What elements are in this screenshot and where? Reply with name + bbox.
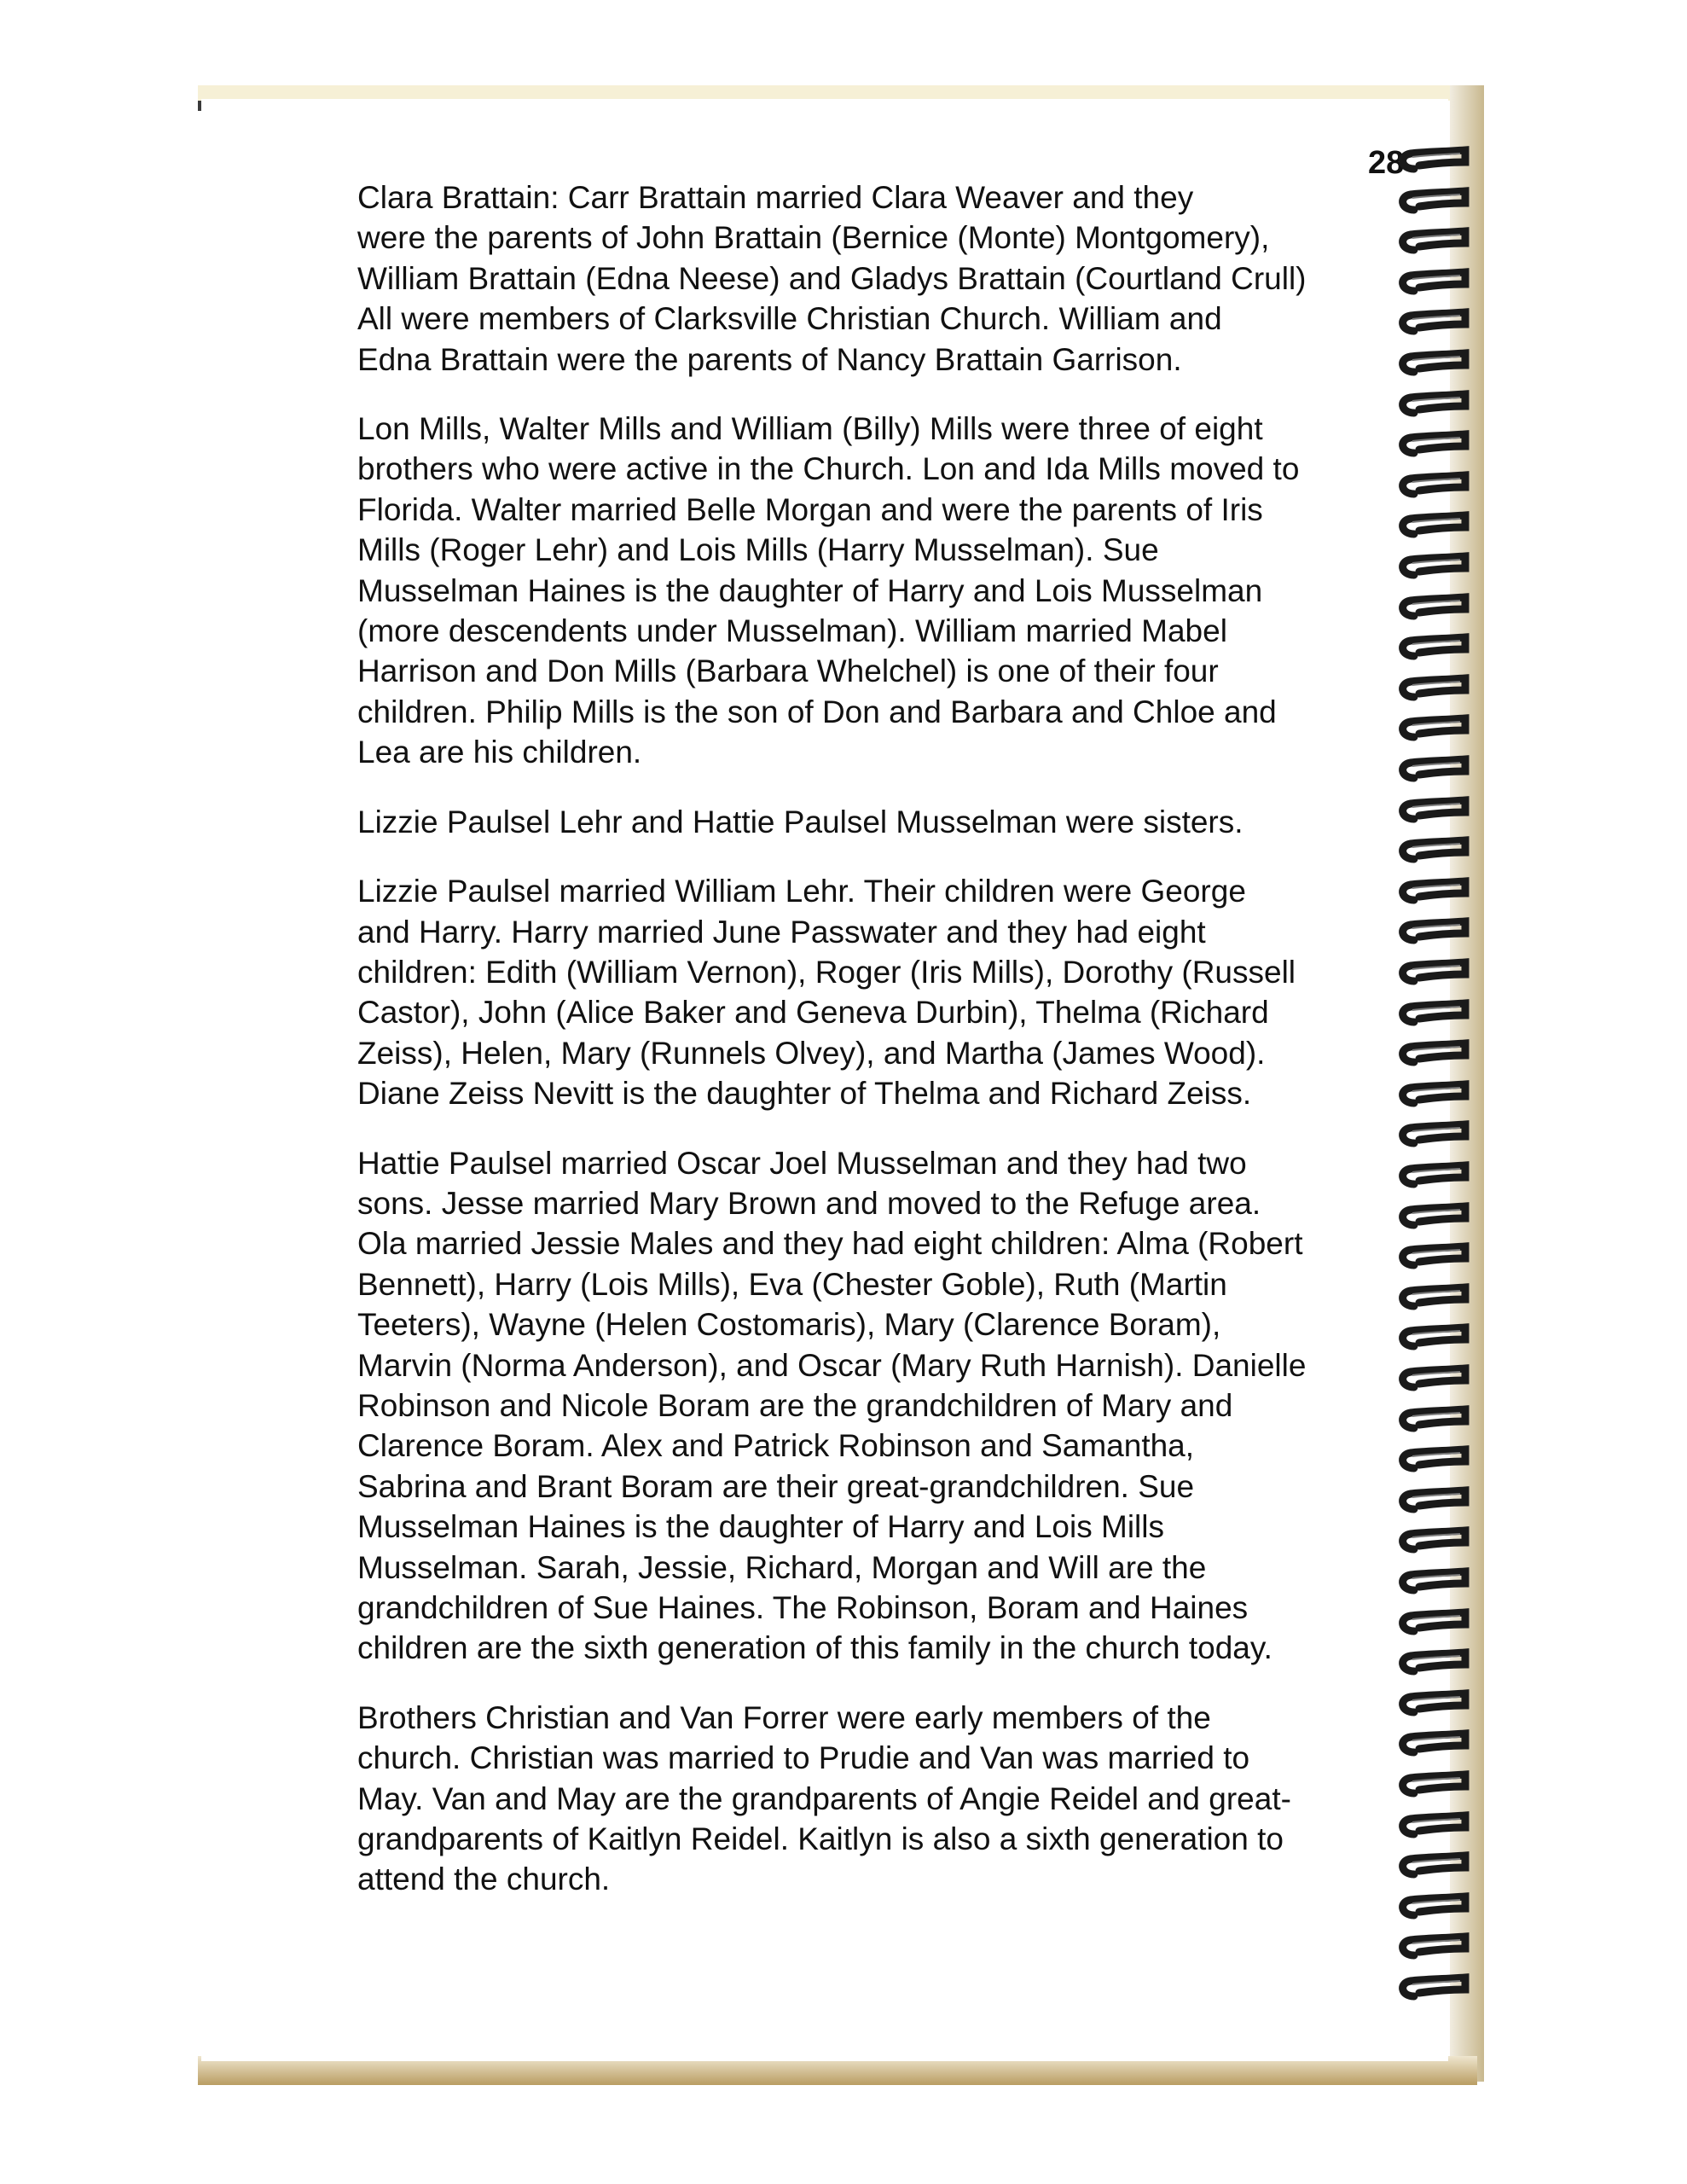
spiral-coil-icon	[1382, 1077, 1475, 1117]
spiral-coil-icon	[1382, 1159, 1475, 1198]
spiral-coil-icon	[1382, 1281, 1475, 1320]
spiral-coil-icon	[1382, 184, 1475, 224]
spiral-coil-icon	[1382, 1930, 1475, 1969]
spiral-coil-icon	[1382, 956, 1475, 995]
spiral-coil-icon	[1382, 752, 1475, 792]
page-number: 28	[1368, 145, 1405, 181]
spiral-coil-icon	[1382, 1768, 1475, 1807]
spiral-coil-icon	[1382, 712, 1475, 751]
spiral-coil-icon	[1382, 1971, 1475, 2010]
paragraph-forrer: Brothers Christian and Van Forrer were early members of the church. Christian was married to Prudie and Van was married to May. Van and May are the grandparents of Angie Reidel and great- grandparents of Kaitlyn Reidel. Kaitlyn is also a sixth generation to attend the church.	[357, 1699, 1291, 1897]
spiral-coil-icon	[1382, 1565, 1475, 1604]
spiral-coil-icon	[1382, 265, 1475, 305]
spiral-coil-icon	[1382, 590, 1475, 630]
spiral-coil-icon	[1382, 1118, 1475, 1157]
spiral-coil-icon	[1382, 1727, 1475, 1766]
spiral-binding-icon	[1382, 143, 1484, 2046]
spiral-coil-icon	[1382, 305, 1475, 345]
spiral-coil-icon	[1382, 915, 1475, 954]
paragraph-paulsel-sisters: Lizzie Paulsel Lehr and Hattie Paulsel Musselman were sisters.	[357, 804, 1244, 839]
spiral-coil-icon	[1382, 1646, 1475, 1685]
spiral-coil-icon	[1382, 1362, 1475, 1401]
paragraph-brattain: Clara Brattain: Carr Brattain married Clara Weaver and they were the parents of John Brattain (Bernice (Monte) Montgomery), William Brattain (Edna Neese) and Gladys Brattain (Courtland Crull) All were members of Clarksville Christian Church. William and Edna Brattain were the parents of Nancy Brattain Garrison.	[357, 180, 1307, 377]
spiral-coil-icon	[1382, 996, 1475, 1036]
spiral-coil-icon	[1382, 508, 1475, 548]
spiral-coil-icon	[1382, 387, 1475, 427]
spiral-coil-icon	[1382, 1484, 1475, 1523]
paragraph-mills: Lon Mills, Walter Mills and William (Billy) Mills were three of eight brothers who were active in the Church. Lon and Ida Mills moved to Florida. Walter married Belle Morgan and were the parents of Iris Mills (Roger Lehr) and Lois Mills (Harry Musselman). Sue Musselman Haines is the daughter of Harry and Lois Musselman (more descendents under Musselman). William married Mabel Harrison and Don Mills (Barbara Whelchel) is one of their four children. Philip Mills is the son of Don and Barbara and Chloe and Lea are his children.	[357, 411, 1300, 770]
spiral-coil-icon	[1382, 427, 1475, 467]
paragraph-musselman: Hattie Paulsel married Oscar Joel Musselman and they had two sons. Jesse married Mary Brown and moved to the Refuge area. Ola married Jessie Males and they had eight children: Alma (Robert Bennett), Harry (Lois Mills), Eva (Chester Goble), Ruth (Martin Teeters), Wayne (Helen Costomaris), Mary (Clarence Boram), Marvin (Norma Anderson), and Oscar (Mary Ruth Harnish). Danielle Robinson and Nicole Boram are the grandchildren of Mary and Clarence Boram. Alex and Patrick Robinson and Samantha, Sabrina and Brant Boram are their great-grandchildren. Sue Musselman Haines is the daughter of Harry and Lois Mills Musselman. Sarah, Jessie, Richard, Morgan and Will are the grandchildren of Sue Haines. The Robinson, Boram and Haines children are the sixth generation of this family in the church today.	[357, 1145, 1307, 1666]
spiral-coil-icon	[1382, 549, 1475, 589]
spiral-coil-icon	[1382, 671, 1475, 711]
spiral-coil-icon	[1382, 874, 1475, 914]
spiral-coil-icon	[1382, 468, 1475, 508]
spiral-coil-icon	[1382, 793, 1475, 833]
spiral-coil-icon	[1382, 1403, 1475, 1442]
spiral-coil-icon	[1382, 1606, 1475, 1645]
spiral-coil-icon	[1382, 834, 1475, 873]
spiral-coil-icon	[1382, 1443, 1475, 1482]
spiral-coil-icon	[1382, 1524, 1475, 1563]
spiral-coil-icon	[1382, 1199, 1475, 1239]
spiral-coil-icon	[1382, 1240, 1475, 1279]
spiral-coil-icon	[1382, 1809, 1475, 1848]
spiral-coil-icon	[1382, 1037, 1475, 1076]
spiral-coil-icon	[1382, 1321, 1475, 1360]
spiral-coil-icon	[1382, 224, 1475, 264]
spiral-coil-icon	[1382, 1890, 1475, 1929]
spiral-coil-icon	[1382, 1849, 1475, 1888]
spiral-coil-icon	[1382, 630, 1475, 670]
spiral-coil-icon	[1382, 346, 1475, 386]
page-body	[357, 177, 1406, 1929]
spiral-coil-icon	[1382, 1687, 1475, 1726]
spiral-coil-icon	[1382, 143, 1475, 183]
paragraph-lehr: Lizzie Paulsel married William Lehr. Their children were George and Harry. Harry married June Passwater and they had eight children: Edith (William Vernon), Roger (Iris Mills), Dorothy (Russell Castor), John (Alice Baker and Geneva Durbin), Thelma (Richard Zeiss), Helen, Mary (Runnels Olvey), and Martha (James Wood). Diane Zeiss Nevitt is the daughter of Thelma and Richard Zeiss.	[357, 874, 1296, 1112]
